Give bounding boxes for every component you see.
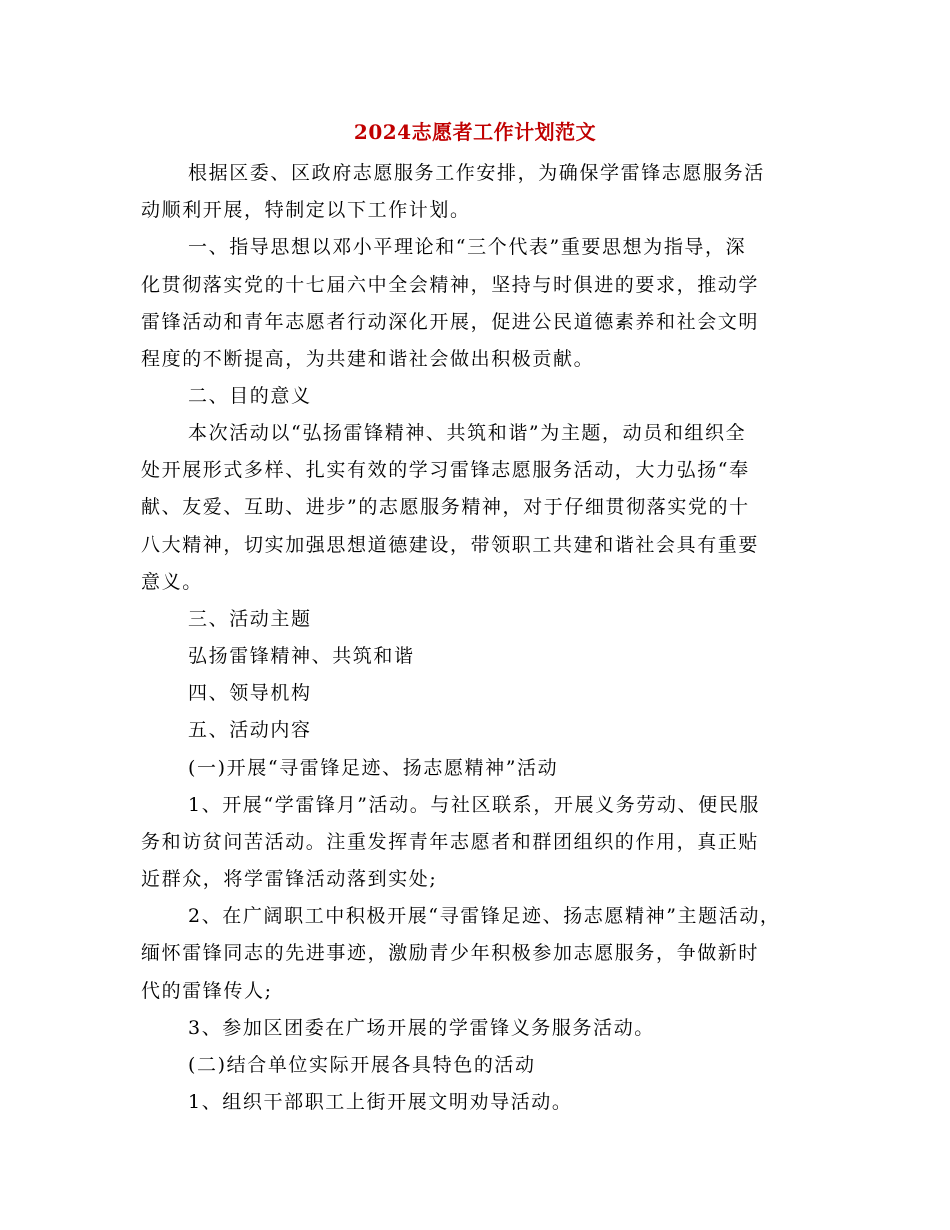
paragraph-line: 一、指导思想以邓小平理论和“三个代表”重要思想为指导，深 [188,236,747,258]
paragraph-line: 处开展形式多样、扎实有效的学习雷锋志愿服务活动，大力弘扬“奉 [141,459,750,481]
paragraph-line: (二)结合单位实际开展各具特色的活动 [188,1054,536,1076]
document-title: 2024志愿者工作计划范文 [353,120,597,144]
paragraph-line: 2、在广阔职工中积极开展“寻雷锋足迹、扬志愿精神”主题活动， [188,905,781,927]
paragraph-line: 代的雷锋传人; [141,980,273,1002]
paragraph-line: 八大精神，切实加强思想道德建设，带领职工共建和谐社会具有重要 [141,534,760,556]
paragraph-line: 献、友爱、互助、进步”的志愿服务精神，对于仔细贯彻落实党的十 [141,496,750,518]
paragraph-line: 二、目的意义 [188,385,312,407]
paragraph-line: 四、领导机构 [188,682,312,704]
paragraph-line: 程度的不断提高，为共建和谐社会做出积极贡献。 [141,348,595,370]
paragraph-line: 1、开展“学雷锋月”活动。与社区联系，开展义务劳动、便民服 [188,794,760,816]
paragraph-line: 1、组织干部职工上街开展文明劝导活动。 [188,1091,573,1113]
paragraph-line: 弘扬雷锋精神、共筑和谐 [188,645,415,667]
paragraph-line: 雷锋活动和青年志愿者行动深化开展，促进公民道德素养和社会文明 [141,311,760,333]
paragraph-line: 3、参加区团委在广场开展的学雷锋义务服务活动。 [188,1017,655,1039]
paragraph-line: 本次活动以“弘扬雷锋精神、共筑和谐”为主题，动员和组织全 [188,422,747,444]
paragraph-line: 近群众，将学雷锋活动落到实处; [141,868,438,890]
paragraph-line: 务和访贫问苦活动。注重发挥青年志愿者和群团组织的作用，真正贴 [141,831,760,853]
paragraph-line: 五、活动内容 [188,719,312,741]
paragraph-line: (一)开展“寻雷锋足迹、扬志愿精神”活动 [188,757,559,779]
paragraph-line: 缅怀雷锋同志的先进事迹，激励青少年积极参加志愿服务，争做新时 [141,942,760,964]
paragraph-line: 化贯彻落实党的十七届六中全会精神，坚持与时俱进的要求，推动学 [141,274,760,296]
paragraph-line: 三、活动主题 [188,608,312,630]
paragraph-line: 动顺利开展，特制定以下工作计划。 [141,199,471,221]
paragraph-line: 意义。 [141,571,203,593]
paragraph-line: 根据区委、区政府志愿服务工作安排，为确保学雷锋志愿服务活 [188,162,765,184]
